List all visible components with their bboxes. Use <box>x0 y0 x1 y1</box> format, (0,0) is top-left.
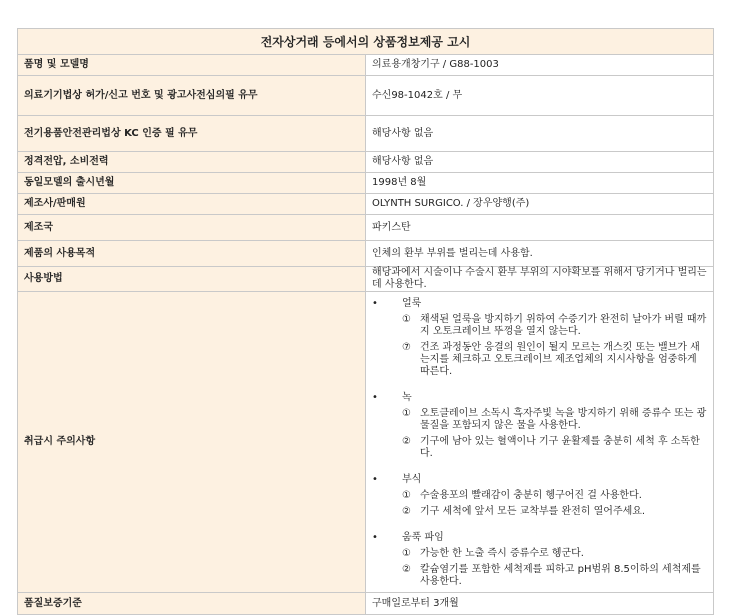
item-mark: ① <box>402 548 411 559</box>
table-row <box>18 267 714 292</box>
list-item <box>372 436 707 460</box>
product-info-table <box>17 28 714 615</box>
product-info-notice <box>17 28 714 615</box>
care-content <box>366 292 714 593</box>
item-mark: ② <box>402 564 411 575</box>
row-value: 파키스탄 <box>366 215 714 241</box>
row-value: 해당사항 없음 <box>366 152 714 173</box>
row-value: 해당사항 없음 <box>366 116 714 152</box>
manufacturer-value: OLYNTH SURGICO. / 장우양행(주) <box>372 198 530 209</box>
list-item <box>372 342 707 378</box>
list-item <box>372 564 707 588</box>
bullet: • <box>372 474 378 485</box>
bullet: • <box>372 392 378 403</box>
row-value: 1998년 8월 <box>366 173 714 194</box>
care-section <box>372 392 707 460</box>
item-text: 오토클레이브 소독시 흑자주빛 녹을 방지하기 위해 증류수 또는 광물질을 포함되지 않은 물을 사용한다. <box>420 408 707 431</box>
section-title: 부식 <box>402 474 422 485</box>
item-text: 건조 과정동안 응결의 원인이 될지 모르는 개스킷 또는 밸브가 새는지를 체크하고 오토크레이브 제조업체의 지시사항을 엄중하게 따른다. <box>420 342 700 377</box>
table-row <box>18 215 714 241</box>
list-item <box>372 314 707 338</box>
section-title: 얼룩 <box>402 298 422 309</box>
bullet: • <box>372 532 378 543</box>
section-title: 녹 <box>402 392 412 403</box>
row-label: 정격전압, 소비전력 <box>18 152 366 173</box>
item-mark: ② <box>402 436 411 447</box>
section-heading <box>372 474 707 486</box>
item-text: 가능한 한 노출 즉시 증류수로 헹군다. <box>420 548 584 559</box>
row-label: 동일모델의 출시년월 <box>18 173 366 194</box>
table-row <box>18 593 714 615</box>
care-row <box>18 292 714 593</box>
table-row <box>18 173 714 194</box>
item-mark: ① <box>402 408 411 419</box>
row-label: 의료기기법상 허가/신고 번호 및 광고사전심의필 유무 <box>18 76 366 116</box>
row-label: 제품의 사용목적 <box>18 241 366 267</box>
item-text: 칼슘염기를 포함한 세척제를 피하고 pH범위 8.5이하의 세척제를 사용한다. <box>420 564 701 587</box>
row-label: 전기용품안전관리법상 KC 인증 필 유무 <box>18 116 366 152</box>
list-item <box>372 408 707 432</box>
row-value: 의료용개창기구 / G88-1003 <box>366 55 714 76</box>
row-label: 사용방법 <box>18 267 366 292</box>
section-title: 움푹 파임 <box>402 532 444 543</box>
item-text: 수술용포의 빨래감이 충분히 헹구어진 걸 사용한다. <box>420 490 642 501</box>
warranty-label: 품질보증기준 <box>18 593 366 615</box>
warranty-value: 구매일로부터 3개월 <box>366 593 714 615</box>
list-item <box>372 490 707 502</box>
section-heading <box>372 532 707 544</box>
row-label: 제조국 <box>18 215 366 241</box>
row-value: 수신98-1042호 / 무 <box>366 76 714 116</box>
table-row <box>18 116 714 152</box>
item-mark: ⑦ <box>402 342 411 353</box>
row-value: 해당과에서 시술이나 수술시 환부 부위의 시야확보를 위해서 당기거나 벌리는데 사용한다. <box>366 267 714 292</box>
item-mark: ① <box>402 314 411 325</box>
list-item <box>372 548 707 560</box>
title-row <box>18 29 714 55</box>
table-row <box>18 55 714 76</box>
table-row <box>18 76 714 116</box>
list-item <box>372 506 707 518</box>
care-label: 취급시 주의사항 <box>18 292 366 593</box>
item-mark: ② <box>402 506 411 517</box>
row-label: 품명 및 모델명 <box>18 55 366 76</box>
item-text: 기구에 남아 있는 혈액이나 기구 윤활제를 충분히 세척 후 소독한다. <box>420 436 700 459</box>
section-heading <box>372 298 707 310</box>
item-text: 기구 세척에 앞서 모든 교착부를 완전히 열어주세요. <box>420 506 646 517</box>
care-section <box>372 532 707 588</box>
item-text: 채색된 얼룩을 방지하기 위하여 수증기가 완전히 날아가 버릴 때까지 오토크레이브 뚜껑을 열지 않는다. <box>420 314 707 337</box>
row-value: 인체의 환부 부위를 벌리는데 사용함. <box>366 241 714 267</box>
care-section <box>372 474 707 518</box>
row-label: 제조사/판매원 <box>18 194 366 215</box>
row-value <box>366 194 714 215</box>
table-row <box>18 152 714 173</box>
table-row <box>18 194 714 215</box>
care-section <box>372 298 707 378</box>
table-title: 전자상거래 등에서의 상품정보제공 고시 <box>18 29 714 55</box>
table-row <box>18 241 714 267</box>
bullet: • <box>372 298 378 309</box>
item-mark: ① <box>402 490 411 501</box>
section-heading <box>372 392 707 404</box>
